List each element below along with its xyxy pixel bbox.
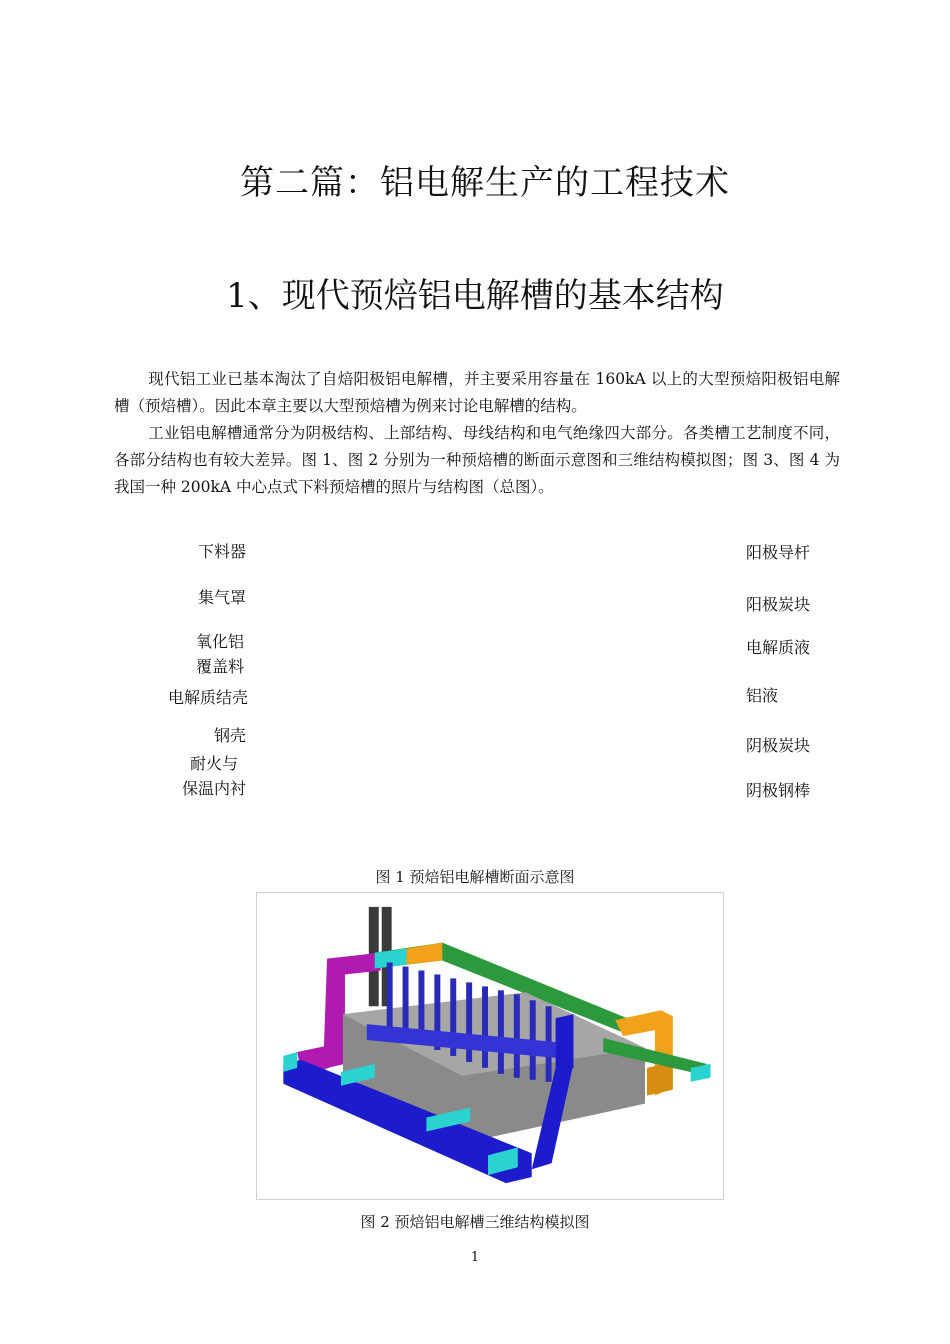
label-anode-carbon: 阳极炭块 bbox=[746, 595, 811, 614]
cell-3d-model-illustration bbox=[257, 893, 723, 1199]
label-aluminum-liquid: 铝液 bbox=[746, 686, 779, 705]
part-title: 第二篇：铝电解生产的工程技术 bbox=[240, 163, 730, 203]
figure-2-caption: 图 2 预焙铝电解槽三维结构模拟图 bbox=[360, 1213, 590, 1231]
label-steel-shell: 钢壳 bbox=[213, 726, 246, 745]
label-electrolyte-liquid: 电解质液 bbox=[746, 638, 811, 657]
paragraph-1: 现代铝工业已基本淘汰了自焙阳极铝电解槽，并主要采用容量在 160kA 以上的大型预焙阳极铝电解槽（预焙槽）。因此本章主要以大型预焙槽为例来讨论电解槽的结构。 bbox=[114, 370, 840, 415]
label-anode-rod: 阳极导杆 bbox=[746, 543, 811, 562]
figure-2-image bbox=[256, 892, 724, 1200]
label-insulation-lining: 保温内衬 bbox=[181, 779, 246, 798]
label-feeder: 下料器 bbox=[197, 542, 246, 561]
page-number: 1 bbox=[470, 1250, 480, 1265]
figure-1-caption: 图 1 预焙铝电解槽断面示意图 bbox=[375, 868, 575, 886]
paragraph-2: 工业铝电解槽通常分为阴极结构、上部结构、母线结构和电气绝缘四大部分。各类槽工艺制度不同，各部分结构也有较大差异。图 1、图 2 分别为一种预焙槽的断面示意图和三维结构模拟图；图 3、图 4 为我国一种 200kA 中心点式下料预焙槽的照片与结构图（总图）。 bbox=[114, 424, 840, 496]
label-gas-hood: 集气罩 bbox=[197, 588, 246, 607]
chapter-title: 1、现代预焙铝电解槽的基本结构 bbox=[226, 276, 724, 316]
label-electrolyte-crust: 电解质结壳 bbox=[167, 688, 248, 707]
label-cathode-steel-bar: 阴极钢棒 bbox=[746, 781, 811, 800]
top-hood-orange bbox=[407, 943, 443, 965]
label-refractory: 耐火与 bbox=[189, 754, 238, 773]
label-alumina: 氧化铝 bbox=[195, 632, 244, 651]
label-cover-material: 覆盖料 bbox=[195, 657, 244, 676]
label-cathode-carbon: 阴极炭块 bbox=[746, 736, 811, 755]
